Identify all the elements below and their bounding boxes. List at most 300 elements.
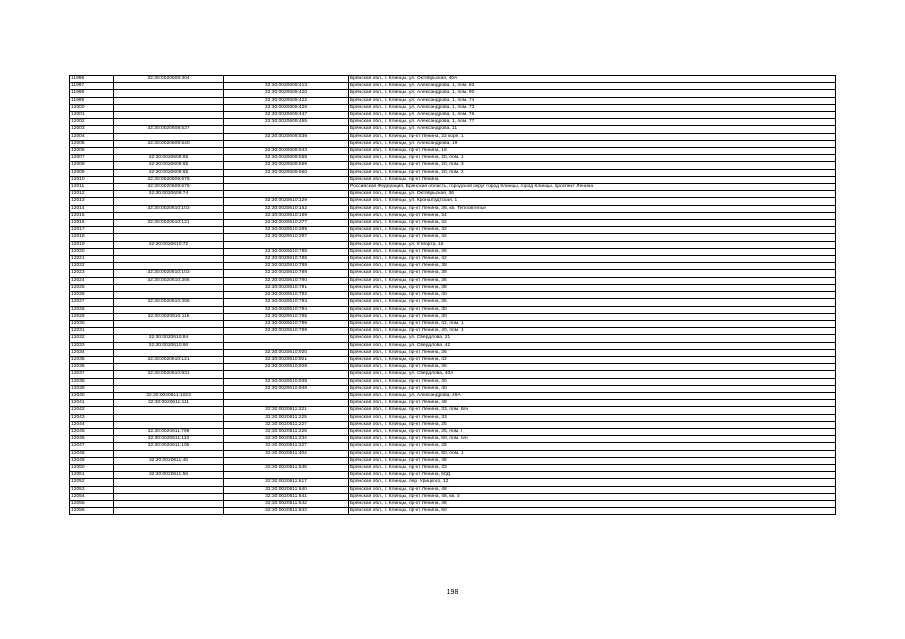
table-row xyxy=(70,493,836,500)
table-row xyxy=(70,148,836,155)
row-number-cell: 12027 xyxy=(70,299,114,306)
table-row xyxy=(70,299,836,306)
parent-cadastral-number-cell xyxy=(114,263,224,270)
address-cell: Брянская обл., г. Клинцы, ул. Свердлова, 40А xyxy=(349,371,836,378)
cadastral-number-cell: 32:30:0020610:793 xyxy=(224,299,349,306)
row-number-cell: 12001 xyxy=(70,112,114,119)
parent-cadastral-number-cell: 32:30:0020610:84 xyxy=(114,335,224,342)
table-row xyxy=(70,400,836,407)
page-number: 198 xyxy=(446,589,459,596)
table-row xyxy=(70,364,836,371)
parent-cadastral-number-cell: 32:30:0020611:105 xyxy=(114,443,224,450)
row-number-cell: 12025 xyxy=(70,284,114,291)
row-number-cell: 12054 xyxy=(70,493,114,500)
row-number-cell: 12004 xyxy=(70,133,114,140)
table-row xyxy=(70,508,836,515)
address-cell: Брянская обл., г. Клинцы, пр-кт Ленина, 30 xyxy=(349,313,836,320)
address-cell: Брянская обл., г. Клинцы, пр-кт Ленина, 38, кв. Тепловтелье xyxy=(349,205,836,212)
cadastral-number-cell: 32:30:0020610:792 xyxy=(224,292,349,299)
table-row xyxy=(70,313,836,320)
row-number-cell: 12010 xyxy=(70,176,114,183)
table-row xyxy=(70,500,836,507)
cadastral-number-cell xyxy=(224,176,349,183)
cadastral-number-cell: 32:30:0020610:277 xyxy=(224,220,349,227)
address-cell: Брянская обл., г. Клинцы, пр-кт Ленина, 20, пом. 2 xyxy=(349,169,836,176)
parent-cadastral-number-cell: 32:30:0020610:931 xyxy=(114,371,224,378)
parent-cadastral-number-cell: 32:30:0020609:537 xyxy=(114,126,224,133)
cadastral-number-cell: 32:30:0020610:785 xyxy=(224,248,349,255)
table-row xyxy=(70,378,836,385)
address-cell: Брянская обл., г. Клинцы, пр-кт Ленина, 50 xyxy=(349,508,836,515)
table-row xyxy=(70,119,836,126)
table-row xyxy=(70,277,836,284)
parent-cadastral-number-cell xyxy=(114,378,224,385)
address-cell: Брянская обл., г. Клинцы, пр-кт Ленина, 36 xyxy=(349,349,836,356)
table-row xyxy=(70,428,836,435)
row-number-cell: 12014 xyxy=(70,205,114,212)
address-cell: Брянская обл., г. Клинцы, ул. Свердлова, 42 xyxy=(349,342,836,349)
cadastral-number-cell: 32:30:0020610:289 xyxy=(224,227,349,234)
cadastral-number-cell xyxy=(224,241,349,248)
address-cell: Брянская обл., г. Клинцы, пр-кт Ленина, 38 xyxy=(349,270,836,277)
address-cell: Брянская обл., г. Клинцы, пр-кт Ленина, 40 xyxy=(349,385,836,392)
address-cell: Брянская обл., г. Клинцы, пр-кт Ленина, 40, пом. 1 xyxy=(349,328,836,335)
address-cell: Брянская обл., г. Клинцы, пр-кт Ленина, 33 xyxy=(349,414,836,421)
table-row xyxy=(70,133,836,140)
table-row xyxy=(70,349,836,356)
address-cell: Брянская обл., г. Клинцы, пер. Урицкого, 12 xyxy=(349,479,836,486)
table-row xyxy=(70,335,836,342)
table-row xyxy=(70,443,836,450)
parent-cadastral-number-cell xyxy=(114,508,224,515)
row-number-cell: 12055 xyxy=(70,500,114,507)
parent-cadastral-number-cell xyxy=(114,349,224,356)
parent-cadastral-number-cell xyxy=(114,493,224,500)
row-number-cell: 11997 xyxy=(70,83,114,90)
row-number-cell: 12030 xyxy=(70,320,114,327)
cadastral-number-cell: 32:30:0020609:413 xyxy=(224,83,349,90)
table-row xyxy=(70,464,836,471)
row-number-cell: 12041 xyxy=(70,400,114,407)
address-cell: Брянская обл., г. Клинцы, пр-кт Ленина, 36 xyxy=(349,248,836,255)
address-cell: Брянская обл., г. Клинцы, ул. Александрова, 1, пом. 74 xyxy=(349,97,836,104)
table-row xyxy=(70,126,836,133)
row-number-cell: 12026 xyxy=(70,292,114,299)
row-number-cell: 12042 xyxy=(70,407,114,414)
parent-cadastral-number-cell: 32:30:0020610:121 xyxy=(114,220,224,227)
cadastral-number-cell xyxy=(224,76,349,83)
table-row xyxy=(70,248,836,255)
table-row xyxy=(70,457,836,464)
cadastral-number-cell xyxy=(224,400,349,407)
parent-cadastral-number-cell xyxy=(114,479,224,486)
row-number-cell: 12023 xyxy=(70,270,114,277)
parent-cadastral-number-cell: 32:30:0020610:103 xyxy=(114,205,224,212)
address-cell: Брянская обл., г. Клинцы, пр-кт Ленина, 38 xyxy=(349,263,836,270)
parent-cadastral-number-cell: 32:30:0020610:115 xyxy=(114,313,224,320)
address-cell: Брянская обл., г. Клинцы, пр-кт Ленина, 33 xyxy=(349,464,836,471)
row-number-cell: 12045 xyxy=(70,428,114,435)
table-row xyxy=(70,162,836,169)
table-row xyxy=(70,220,836,227)
address-cell: Российская Федерация, Брянская область, городской округ город Клинцы, город Клинцы, проспект Ленина xyxy=(349,184,836,191)
parent-cadastral-number-cell: 32:30:0020610:121 xyxy=(114,356,224,363)
parent-cadastral-number-cell xyxy=(114,119,224,126)
row-number-cell: 12037 xyxy=(70,371,114,378)
table-row xyxy=(70,104,836,111)
parent-cadastral-number-cell: 32:30:0020611:799 xyxy=(114,428,224,435)
row-number-cell: 12049 xyxy=(70,457,114,464)
row-number-cell: 12003 xyxy=(70,126,114,133)
row-number-cell: 12034 xyxy=(70,349,114,356)
parent-cadastral-number-cell xyxy=(114,407,224,414)
cadastral-number-cell: 32:30:0020609:560 xyxy=(224,169,349,176)
cadastral-number-cell: 32:30:0020611:234 xyxy=(224,436,349,443)
address-cell: Брянская обл., г. Клинцы, пр-кт Ленина, 36 xyxy=(349,364,836,371)
parent-cadastral-number-cell: 32:30:0020610:90 xyxy=(114,342,224,349)
cadastral-number-cell: 32:30:0020610:788 xyxy=(224,263,349,270)
parent-cadastral-number-cell xyxy=(114,133,224,140)
row-number-cell: 12036 xyxy=(70,364,114,371)
cadastral-number-cell: 32:30:0020609:447 xyxy=(224,112,349,119)
row-number-cell: 12039 xyxy=(70,385,114,392)
address-cell: Брянская обл., г. Клинцы, ул. Александрова, 19 xyxy=(349,140,836,147)
cadastral-number-cell xyxy=(224,392,349,399)
row-number-cell: 12040 xyxy=(70,392,114,399)
cadastral-number-cell: 32:30:0020610:169 xyxy=(224,212,349,219)
row-number-cell: 12056 xyxy=(70,508,114,515)
parent-cadastral-number-cell xyxy=(114,292,224,299)
address-cell: Брянская обл., г. Клинцы, пр-кт Ленина, 42 xyxy=(349,220,836,227)
table-row xyxy=(70,191,836,198)
cadastral-number-cell: 32:30:0020609:543 xyxy=(224,148,349,155)
row-number-cell: 12017 xyxy=(70,227,114,234)
row-number-cell: 12031 xyxy=(70,328,114,335)
parent-cadastral-number-cell: 32:30:0020609:304 xyxy=(114,76,224,83)
parent-cadastral-number-cell xyxy=(114,148,224,155)
cadastral-number-cell: 32:30:0020610:948 xyxy=(224,385,349,392)
table-row xyxy=(70,83,836,90)
address-cell: Брянская обл., г. Клинцы, пр-кт Ленина, 33, пом. Б/н xyxy=(349,407,836,414)
row-number-cell: 11998 xyxy=(70,90,114,97)
address-cell: Брянская обл., г. Клинцы, ул. Александрова, 49А xyxy=(349,392,836,399)
address-cell: Брянская обл., г. Клинцы, ул. Кронштадтская, 1 xyxy=(349,198,836,205)
address-cell: Брянская обл., г. Клинцы, пр-кт Ленина, 40 xyxy=(349,378,836,385)
parent-cadastral-number-cell: 32:30:0020609:678 xyxy=(114,176,224,183)
table-row xyxy=(70,292,836,299)
row-number-cell: 12012 xyxy=(70,191,114,198)
cadastral-number-cell: 32:30:0020610:799 xyxy=(224,328,349,335)
table-row xyxy=(70,356,836,363)
parent-cadastral-number-cell xyxy=(114,364,224,371)
cadastral-number-cell: 32:30:0020611:640 xyxy=(224,486,349,493)
cadastral-number-cell: 32:30:0020609:559 xyxy=(224,162,349,169)
address-cell: Брянская обл., г. Клинцы, пр-кт Ленина, 42 xyxy=(349,227,836,234)
parent-cadastral-number-cell: 32:30:0020610:103 xyxy=(114,270,224,277)
registry-table-container xyxy=(69,75,835,515)
row-number-cell: 11999 xyxy=(70,97,114,104)
cadastral-number-cell: 32:30:0020610:921 xyxy=(224,356,349,363)
parent-cadastral-number-cell: 32:30:0020611:58 xyxy=(114,472,224,479)
address-cell: Брянская обл., г. Клинцы, пр-кт Ленина, 50, пом. 1 xyxy=(349,450,836,457)
parent-cadastral-number-cell xyxy=(114,421,224,428)
cadastral-number-cell: 32:30:0020610:297 xyxy=(224,234,349,241)
parent-cadastral-number-cell xyxy=(114,486,224,493)
table-row xyxy=(70,385,836,392)
address-cell: Брянская обл., г. Клинцы, пр-кт Ленина, 42, пом. 1 xyxy=(349,320,836,327)
parent-cadastral-number-cell xyxy=(114,212,224,219)
row-number-cell: 12009 xyxy=(70,169,114,176)
cadastral-number-cell: 32:30:0020609:426 xyxy=(224,104,349,111)
row-number-cell: 12016 xyxy=(70,220,114,227)
parent-cadastral-number-cell: 32:30:0020609:65 xyxy=(114,169,224,176)
cadastral-number-cell: 32:30:0020610:129 xyxy=(224,198,349,205)
cadastral-number-cell: 32:30:0020610:796 xyxy=(224,320,349,327)
parent-cadastral-number-cell xyxy=(114,284,224,291)
parent-cadastral-number-cell xyxy=(114,500,224,507)
address-cell: Брянская обл., г. Клинцы, пр-кт Ленина, 30 xyxy=(349,306,836,313)
cadastral-number-cell: 32:30:0020609:420 xyxy=(224,90,349,97)
address-cell: Брянская обл., г. Клинцы, пр-кт Ленина, 18 xyxy=(349,148,836,155)
cadastral-number-cell: 32:30:0020611:327 xyxy=(224,443,349,450)
table-row xyxy=(70,320,836,327)
address-cell: Брянская обл., г. Клинцы, пр-кт Ленина, 22 корп. 1 xyxy=(349,133,836,140)
parent-cadastral-number-cell xyxy=(114,112,224,119)
cadastral-number-cell: 32:30:0020610:920 xyxy=(224,349,349,356)
parent-cadastral-number-cell xyxy=(114,414,224,421)
row-number-cell: 12053 xyxy=(70,486,114,493)
address-cell: Брянская обл., г. Клинцы, пр-кт Ленина xyxy=(349,176,836,183)
row-number-cell: 12033 xyxy=(70,342,114,349)
row-number-cell: 12015 xyxy=(70,212,114,219)
address-cell: Брянская обл., г. Клинцы, ул. Свердлова, 21 xyxy=(349,335,836,342)
table-row xyxy=(70,436,836,443)
parent-cadastral-number-cell: 32:30:0020611:48 xyxy=(114,457,224,464)
row-number-cell: 12021 xyxy=(70,256,114,263)
address-cell: Брянская обл., г. Клинцы, ул. Александрова, 11 xyxy=(349,126,836,133)
parent-cadastral-number-cell: 32:30:0020610:306 xyxy=(114,299,224,306)
row-number-cell: 12044 xyxy=(70,421,114,428)
parent-cadastral-number-cell xyxy=(114,198,224,205)
cadastral-number-cell: 32:30:0020609:558 xyxy=(224,155,349,162)
address-cell: Брянская обл., г. Клинцы, пр-кт Ленина, 48 xyxy=(349,400,836,407)
row-number-cell: 12006 xyxy=(70,148,114,155)
row-number-cell: 12013 xyxy=(70,198,114,205)
parent-cadastral-number-cell xyxy=(114,256,224,263)
parent-cadastral-number-cell xyxy=(114,227,224,234)
parent-cadastral-number-cell xyxy=(114,328,224,335)
address-cell: Брянская обл., г. Клинцы, ул. 8 Марта, 16 xyxy=(349,241,836,248)
parent-cadastral-number-cell xyxy=(114,104,224,111)
cadastral-number-cell: 32:30:0020611:643 xyxy=(224,508,349,515)
parent-cadastral-number-cell xyxy=(114,90,224,97)
address-cell: Брянская обл., г. Клинцы, пр-кт Ленина, 38 xyxy=(349,284,836,291)
row-number-cell: 12051 xyxy=(70,472,114,479)
cadastral-number-cell: 32:30:0020610:786 xyxy=(224,256,349,263)
cadastral-number-cell xyxy=(224,335,349,342)
parent-cadastral-number-cell xyxy=(114,83,224,90)
table-row xyxy=(70,90,836,97)
table-row xyxy=(70,184,836,191)
cadastral-number-cell xyxy=(224,126,349,133)
parent-cadastral-number-cell: 32:30:0020609:74 xyxy=(114,191,224,198)
table-row xyxy=(70,342,836,349)
cadastral-number-cell: 32:30:0020611:221 xyxy=(224,407,349,414)
table-row xyxy=(70,76,836,83)
table-row xyxy=(70,227,836,234)
table-row xyxy=(70,479,836,486)
table-row xyxy=(70,176,836,183)
address-cell: Брянская обл., г. Клинцы, пр-кт Ленина, 50Д xyxy=(349,472,836,479)
row-number-cell: 12019 xyxy=(70,241,114,248)
row-number-cell: 12043 xyxy=(70,414,114,421)
parent-cadastral-number-cell: 32:30:0020611:1023 xyxy=(114,392,224,399)
cadastral-number-cell: 32:30:0020611:617 xyxy=(224,479,349,486)
cadastral-number-cell: 32:30:0020610:152 xyxy=(224,205,349,212)
row-number-cell: 12028 xyxy=(70,306,114,313)
cadastral-number-cell: 32:30:0020611:228 xyxy=(224,428,349,435)
address-cell: Брянская обл., г. Клинцы, пр-кт Ленина, 50, пом. б/н xyxy=(349,436,836,443)
table-row xyxy=(70,97,836,104)
parent-cadastral-number-cell: 32:30:0020609:540 xyxy=(114,140,224,147)
row-number-cell: 12008 xyxy=(70,162,114,169)
address-cell: Брянская обл., г. Клинцы, пр-кт Ленина, 48 xyxy=(349,486,836,493)
row-number-cell: 12050 xyxy=(70,464,114,471)
address-cell: Брянская обл., г. Клинцы, пр-кт Ленина, 20, пом. 1 xyxy=(349,155,836,162)
registry-table-body xyxy=(70,76,836,515)
table-row xyxy=(70,450,836,457)
cadastral-number-cell xyxy=(224,184,349,191)
address-cell: Брянская обл., г. Клинцы, пр-кт Ленина, 20, пом. 3 xyxy=(349,162,836,169)
table-row xyxy=(70,263,836,270)
cadastral-number-cell xyxy=(224,342,349,349)
cadastral-number-cell: 32:30:0020610:789 xyxy=(224,270,349,277)
cadastral-number-cell: 32:30:0020611:641 xyxy=(224,493,349,500)
parent-cadastral-number-cell xyxy=(114,234,224,241)
cadastral-number-cell xyxy=(224,472,349,479)
row-number-cell: 12024 xyxy=(70,277,114,284)
table-row xyxy=(70,421,836,428)
cadastral-number-cell: 32:30:0020610:791 xyxy=(224,284,349,291)
table-row xyxy=(70,472,836,479)
table-row xyxy=(70,414,836,421)
table-row xyxy=(70,241,836,248)
cadastral-number-cell: 32:30:0020610:926 xyxy=(224,364,349,371)
table-row xyxy=(70,486,836,493)
parent-cadastral-number-cell xyxy=(114,450,224,457)
table-row xyxy=(70,155,836,162)
row-number-cell: 12047 xyxy=(70,443,114,450)
row-number-cell: 12035 xyxy=(70,356,114,363)
parent-cadastral-number-cell xyxy=(114,464,224,471)
row-number-cell: 12005 xyxy=(70,140,114,147)
parent-cadastral-number-cell: 32:30:0020609:65 xyxy=(114,162,224,169)
row-number-cell: 11996 xyxy=(70,76,114,83)
cadastral-number-cell: 32:30:0020610:938 xyxy=(224,378,349,385)
parent-cadastral-number-cell: 32:30:0020609:679 xyxy=(114,184,224,191)
table-row xyxy=(70,328,836,335)
row-number-cell: 12052 xyxy=(70,479,114,486)
table-row xyxy=(70,234,836,241)
address-cell: Брянская обл., г. Клинцы, пр-кт Ленина, 25 xyxy=(349,421,836,428)
cadastral-number-cell xyxy=(224,140,349,147)
table-row xyxy=(70,270,836,277)
cadastral-number-cell: 32:30:0020611:545 xyxy=(224,464,349,471)
row-number-cell: 12007 xyxy=(70,155,114,162)
row-number-cell: 12000 xyxy=(70,104,114,111)
address-cell: Брянская обл., г. Клинцы, пр-кт Ленина, 42 xyxy=(349,356,836,363)
cadastral-registry-table xyxy=(69,75,836,515)
address-cell: Брянская обл., г. Клинцы, пр-кт Ленина, 25, пом. I xyxy=(349,428,836,435)
row-number-cell: 12032 xyxy=(70,335,114,342)
parent-cadastral-number-cell: 32:30:0020610:72 xyxy=(114,241,224,248)
address-cell: Брянская обл., г. Клинцы, ул. Александрова, 1, пом. 90 xyxy=(349,90,836,97)
address-cell: Брянская обл., г. Клинцы, пр-кт Ленина, 42 xyxy=(349,256,836,263)
table-row xyxy=(70,371,836,378)
row-number-cell: 12046 xyxy=(70,436,114,443)
table-row xyxy=(70,407,836,414)
parent-cadastral-number-cell xyxy=(114,385,224,392)
address-cell: Брянская обл., г. Клинцы, пр-кт Ленина, 48, кв. 3 xyxy=(349,493,836,500)
row-number-cell: 12022 xyxy=(70,263,114,270)
cadastral-number-cell: 32:30:0020610:794 xyxy=(224,306,349,313)
row-number-cell: 12038 xyxy=(70,378,114,385)
table-row xyxy=(70,284,836,291)
address-cell: Брянская обл., г. Клинцы, ул. Александрова, 1, пом. 77 xyxy=(349,119,836,126)
parent-cadastral-number-cell: 32:30:0020609:65 xyxy=(114,155,224,162)
row-number-cell: 12018 xyxy=(70,234,114,241)
parent-cadastral-number-cell: 32:30:0020611:111 xyxy=(114,400,224,407)
address-cell: Брянская обл., г. Клинцы, пр-кт Ленина, 42 xyxy=(349,234,836,241)
row-number-cell: 12002 xyxy=(70,119,114,126)
table-row xyxy=(70,306,836,313)
parent-cadastral-number-cell: 32:30:0020610:306 xyxy=(114,277,224,284)
cadastral-number-cell: 32:30:0020609:465 xyxy=(224,119,349,126)
table-row xyxy=(70,392,836,399)
cadastral-number-cell: 32:30:0020611:642 xyxy=(224,500,349,507)
row-number-cell: 12029 xyxy=(70,313,114,320)
address-cell: Брянская обл., г. Клинцы, ул. Александрова, 1, пом. 73 xyxy=(349,104,836,111)
address-cell: Брянская обл., г. Клинцы, пр-кт Ленина, 34 xyxy=(349,212,836,219)
address-cell: Брянская обл., г. Клинцы, ул. Октябрьская, 36 xyxy=(349,191,836,198)
address-cell: Брянская обл., г. Клинцы, пр-кт Ленина, 46 xyxy=(349,457,836,464)
cadastral-number-cell: 32:30:0020610:790 xyxy=(224,277,349,284)
table-row xyxy=(70,198,836,205)
cadastral-number-cell: 32:30:0020611:225 xyxy=(224,414,349,421)
parent-cadastral-number-cell: 32:30:0020611:110 xyxy=(114,436,224,443)
address-cell: Брянская обл., г. Клинцы, пр-кт Ленина, 25 xyxy=(349,443,836,450)
table-row xyxy=(70,205,836,212)
cadastral-number-cell xyxy=(224,371,349,378)
cadastral-number-cell: 32:30:0020609:539 xyxy=(224,133,349,140)
row-number-cell: 12048 xyxy=(70,450,114,457)
address-cell: Брянская обл., г. Клинцы, пр-кт Ленина, 40 xyxy=(349,292,836,299)
parent-cadastral-number-cell xyxy=(114,306,224,313)
cadastral-number-cell: 32:30:0020611:404 xyxy=(224,450,349,457)
table-row xyxy=(70,212,836,219)
cadastral-number-cell xyxy=(224,191,349,198)
table-row xyxy=(70,112,836,119)
address-cell: Брянская обл., г. Клинцы, ул. Александрова, 1, пом. 83 xyxy=(349,83,836,90)
cadastral-number-cell: 32:30:0020609:422 xyxy=(224,97,349,104)
table-row xyxy=(70,140,836,147)
parent-cadastral-number-cell xyxy=(114,320,224,327)
cadastral-number-cell: 32:30:0020610:795 xyxy=(224,313,349,320)
address-cell: Брянская обл., г. Клинцы, ул. Октябрьская, 40А xyxy=(349,76,836,83)
parent-cadastral-number-cell xyxy=(114,97,224,104)
address-cell: Брянская обл., г. Клинцы, пр-кт Ленина, 48 xyxy=(349,500,836,507)
address-cell: Брянская обл., г. Клинцы, пр-кт Ленина, 36 xyxy=(349,277,836,284)
